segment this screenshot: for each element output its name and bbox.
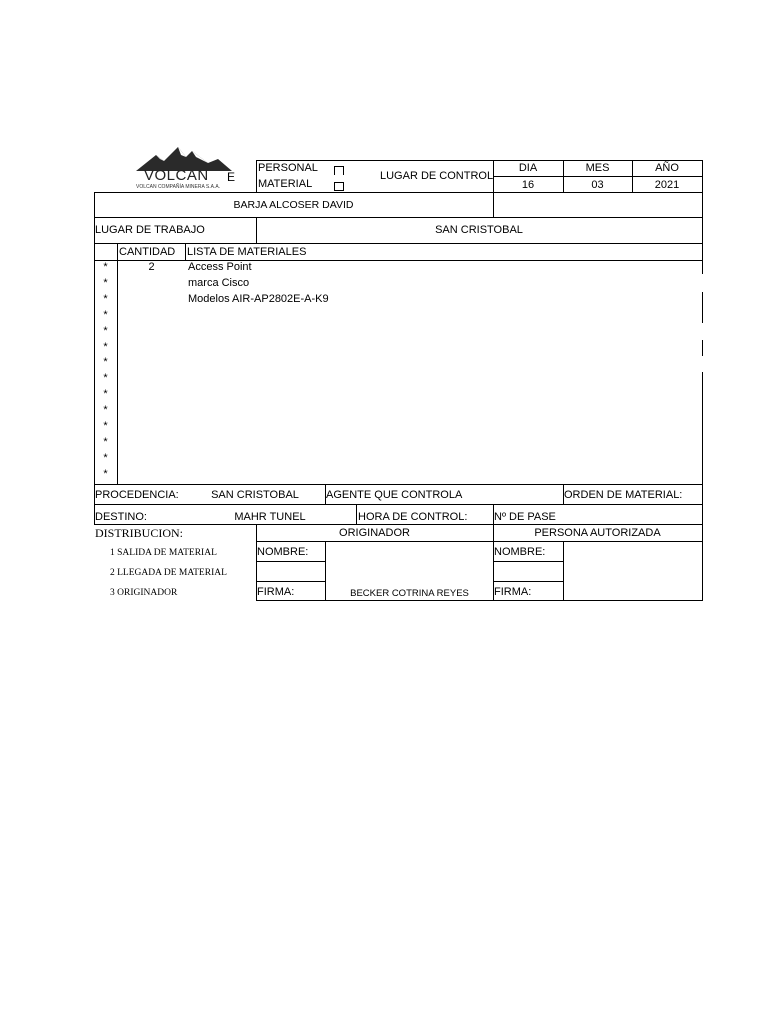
row-bullet: *	[103, 309, 108, 321]
persona-autorizada-header: PERSONA AUTORIZADA	[534, 527, 661, 539]
hora-control-label: HORA DE CONTROL:	[358, 511, 468, 523]
row-bullet: *	[103, 420, 108, 432]
lugar-trabajo-value: SAN CRISTOBAL	[435, 224, 523, 236]
autorizada-nombre-label: NOMBRE:	[494, 546, 546, 558]
logo-letter: E	[227, 170, 236, 184]
lugar-control-label: LUGAR DE CONTROL	[380, 170, 494, 182]
ano-label: AÑO	[655, 162, 679, 174]
lista-materiales-header: LISTA DE MATERIALES	[187, 246, 307, 258]
row-bullet: *	[103, 261, 108, 273]
row-bullet: *	[103, 452, 108, 464]
originador-name: BECKER COTRINA REYES	[350, 588, 469, 599]
material-description: Modelos AIR-AP2802E-A-K9	[188, 293, 329, 305]
row-bullet: *	[103, 436, 108, 448]
person-name: BARJA ALCOSER DAVID	[233, 199, 354, 211]
mes-label: MES	[585, 162, 610, 174]
material-quantity: 2	[148, 261, 155, 273]
row-bullet: *	[103, 277, 108, 289]
originador-nombre-label: NOMBRE:	[257, 546, 309, 558]
lugar-trabajo-label: LUGAR DE TRABAJO	[95, 224, 205, 236]
procedencia-value: SAN CRISTOBAL	[211, 489, 299, 501]
row-bullet: *	[103, 356, 108, 368]
row-bullet: *	[103, 372, 108, 384]
distribucion-item: 2 LLEGADA DE MATERIAL	[110, 568, 227, 578]
distribucion-title: DISTRIBUCION:	[95, 526, 184, 540]
logo-brand-text: VOLCAN	[144, 167, 209, 184]
material-description: Access Point	[188, 261, 252, 273]
personal-label: PERSONAL	[258, 162, 318, 174]
row-bullet: *	[103, 341, 108, 353]
mes-value: 03	[591, 179, 604, 191]
material-label: MATERIAL	[258, 178, 313, 190]
dia-label: DIA	[518, 162, 538, 174]
row-bullet: *	[103, 404, 108, 416]
personal-checkbox[interactable]	[334, 166, 344, 175]
row-bullet: *	[103, 325, 108, 337]
row-bullet: *	[103, 293, 108, 305]
ano-value: 2021	[654, 179, 680, 191]
agente-label: AGENTE QUE CONTROLA	[326, 489, 463, 501]
pase-label: Nº DE PASE	[494, 511, 556, 523]
distribucion-item: 3 ORIGINADOR	[110, 588, 178, 598]
logo-subtitle: VOLCAN COMPAÑÍA MINERA S.A.A.	[136, 184, 221, 190]
dia-value: 16	[521, 179, 535, 191]
destino-label: DESTINO:	[95, 511, 147, 523]
distribucion-item: 1 SALIDA DE MATERIAL	[110, 548, 217, 558]
orden-material-label: ORDEN DE MATERIAL:	[564, 489, 683, 501]
originador-firma-label: FIRMA:	[257, 586, 295, 598]
material-description: marca Cisco	[188, 277, 250, 289]
material-checkbox[interactable]	[334, 182, 344, 191]
originador-header: ORIGINADOR	[339, 527, 410, 539]
destino-value: MAHR TUNEL	[234, 511, 306, 523]
cantidad-header: CANTIDAD	[119, 246, 176, 258]
row-bullet: *	[103, 388, 108, 400]
autorizada-firma-label: FIRMA:	[494, 586, 532, 598]
company-logo	[134, 143, 234, 193]
row-bullet: *	[103, 468, 108, 480]
procedencia-label: PROCEDENCIA:	[95, 489, 179, 501]
